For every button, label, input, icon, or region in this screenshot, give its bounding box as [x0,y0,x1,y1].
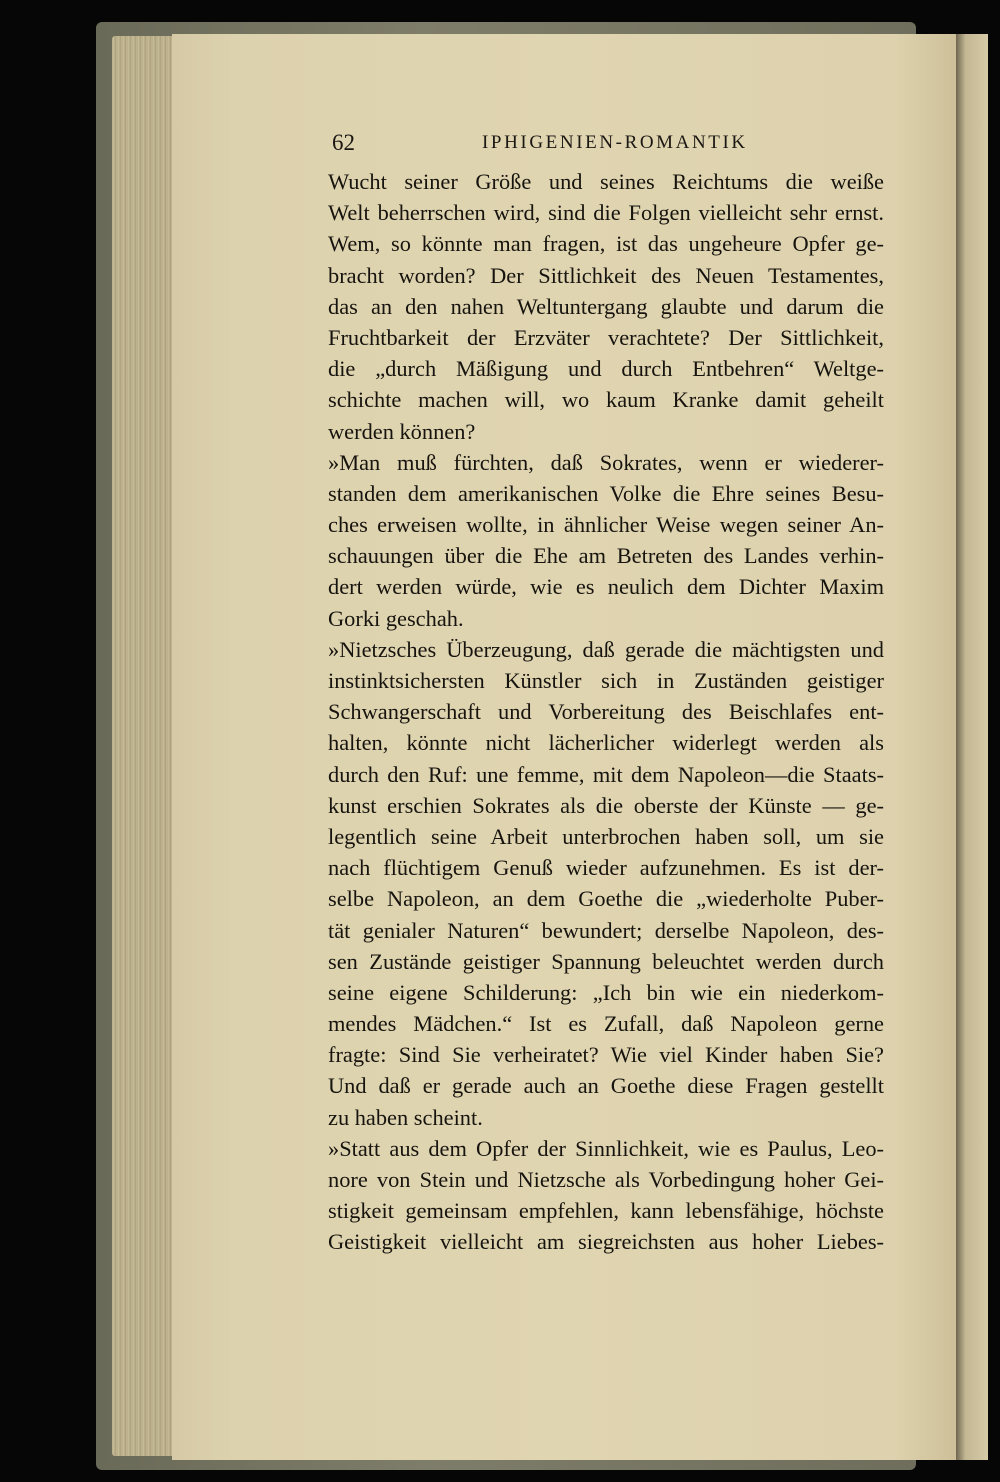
text-line: nach flüchtigem Genuß wieder aufzunehmen. Es ist der- [328,855,884,881]
text-line: bracht worden? Der Sittlichkeit des Neuen Testamentes, [328,262,884,288]
text-line: selbe Napoleon, an dem Goethe die „wiederholte Puber- [328,886,884,912]
text-line: stigkeit gemeinsam empfehlen, kann lebensfähige, höchste [328,1198,884,1224]
text-line: Wem, so könnte man fragen, ist das ungeheure Opfer ge- [328,231,884,257]
text-line: tät genialer Naturen“ bewundert; derselbe Napoleon, des- [328,917,884,943]
text-line: ches erweisen wollte, in ähnlicher Weise wegen seiner An- [328,512,884,538]
text-line: Gorki geschah. [328,605,464,631]
text-line: Wucht seiner Größe und seines Reichtums die weiße [328,169,884,194]
text-line: sen Zustände geistiger Spannung beleuchtet werden durch [328,948,884,974]
page-header [332,128,892,162]
text-line: Schwangerschaft und Vorbereitung des Beischlafes ent- [328,699,884,725]
text-line: Geistigkeit vielleicht am siegreichsten aus hoher Liebes- [328,1229,884,1255]
text-line: Welt beherrschen wird, sind die Folgen vielleicht sehr ernst. [328,200,884,226]
text-line: nore von Stein und Nietzsche als Vorbedingung hoher Gei- [328,1167,884,1192]
text-line: halten, könnte nicht lächerlicher widerlegt werden als [328,730,884,756]
running-title: IPHIGENIEN-ROMANTIK [482,132,748,153]
text-line: dert werden würde, wie es neulich dem Dichter Maxim [328,574,884,600]
text-line: mendes Mädchen.“ Ist es Zufall, daß Napoleon gerne [328,1011,884,1037]
text-line: werden können? [328,418,476,444]
text-line: »Statt aus dem Opfer der Sinnlichkeit, wie es Paulus, Leo- [328,1135,884,1161]
text-line: schauungen über die Ehe am Betreten des Landes verhin- [328,543,884,569]
text-line: legentlich seine Arbeit unterbrochen haben soll, um sie [328,823,884,849]
text-line: das an den nahen Weltuntergang glaubte und darum die [328,293,884,319]
text-line: instinktsichersten Künstler sich in Zuständen geistiger [328,668,884,693]
text-line: die „durch Mäßigung und durch Entbehren“ Weltge- [328,356,884,382]
text-line: durch den Ruf: une femme, mit dem Napoleon—die Staats- [328,761,884,787]
text-line: Fruchtbarkeit der Erzväter verachtete? Der Sittlichkeit, [328,324,884,350]
text-line: »Man muß fürchten, daß Sokrates, wenn er wiederer- [328,449,884,475]
body-text [328,166,884,1258]
text-line: »Nietzsches Überzeugung, daß gerade die mächtigsten und [328,636,884,662]
text-line: seine eigene Schilderung: „Ich bin wie ein niederkom- [328,979,884,1005]
text-line: fragte: Sind Sie verheiratet? Wie viel Kinder haben Sie? [328,1042,884,1068]
page-number: 62 [332,130,355,155]
text-line: schichte machen will, wo kaum Kranke damit geheilt [328,387,884,413]
text-line: standen dem amerikanischen Volke die Ehre seines Besu- [328,480,884,506]
next-page-edge [956,34,988,1460]
text-line: Und daß er gerade auch an Goethe diese Fragen gestellt [328,1073,884,1099]
text-line: zu haben scheint. [328,1104,483,1130]
text-line: kunst erschien Sokrates als die oberste der Künste — ge- [328,792,884,818]
